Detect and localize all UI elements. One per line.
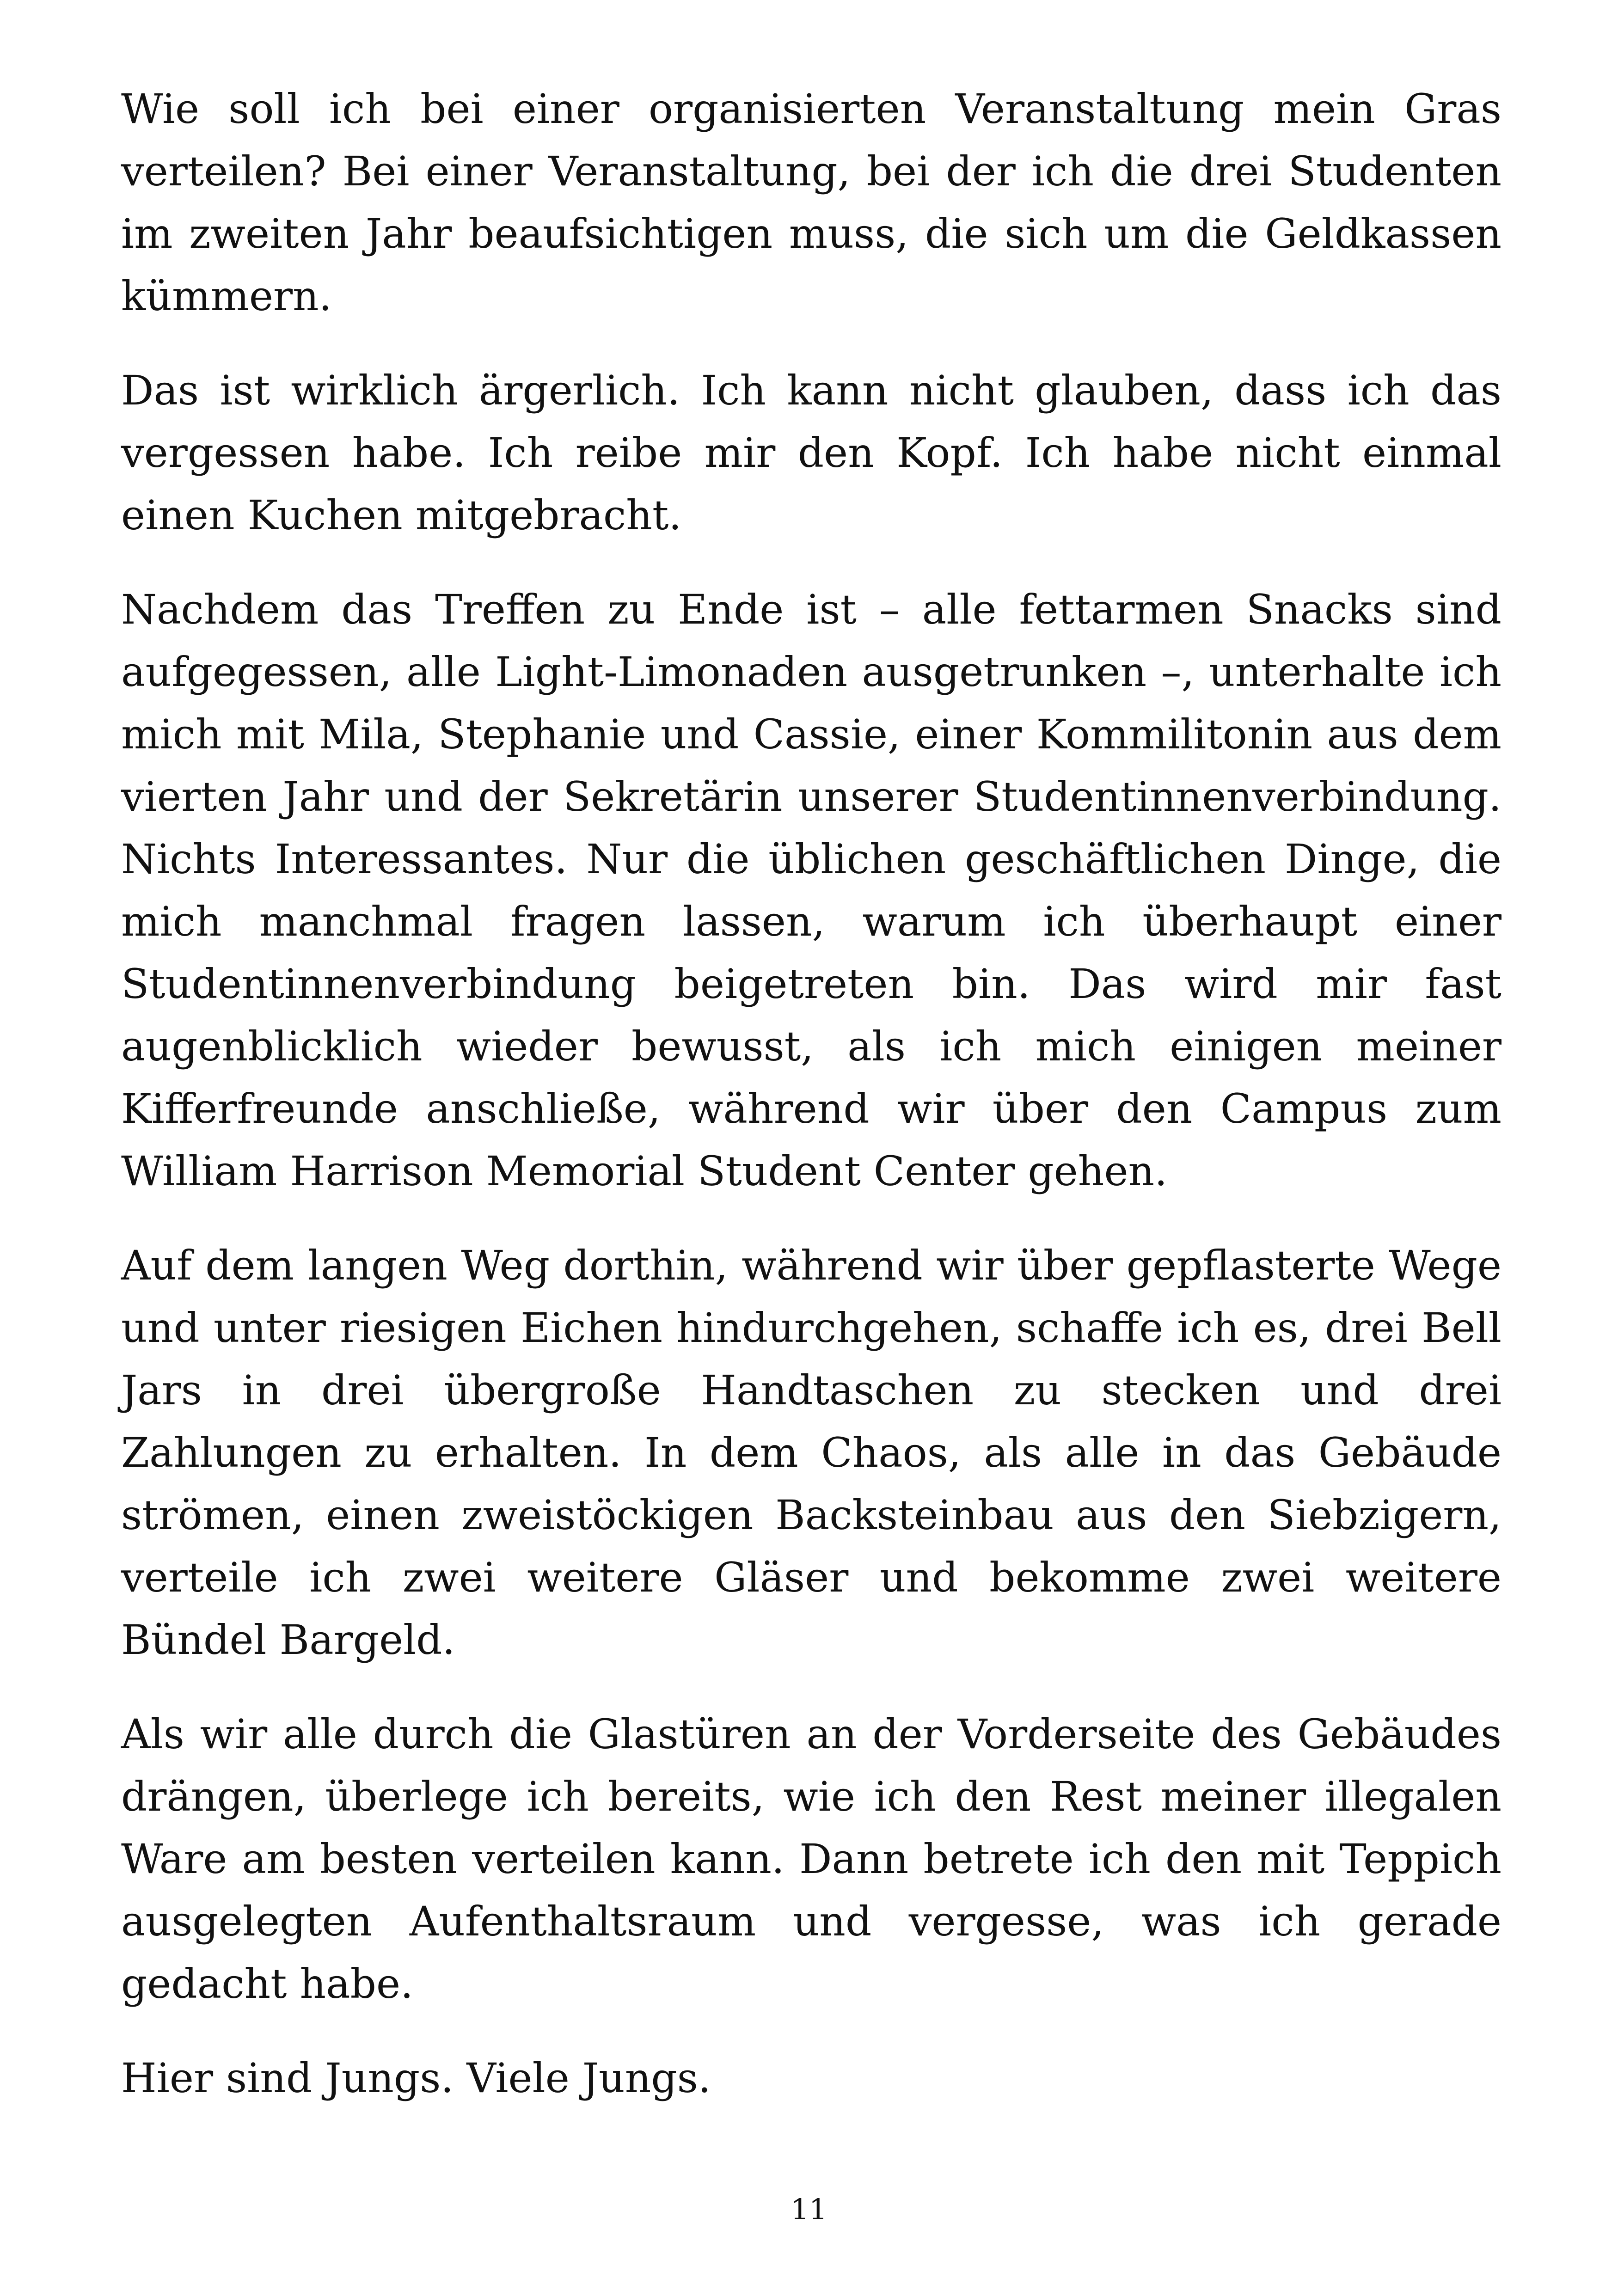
paragraph-1: Wie soll ich bei einer organisierten Veranstaltung mein Gras verteilen? Bei einer Veranstaltung, bei der ich die drei Studenten im zweiten Jahr beaufsichtigen muss, die sich um die Geldkassen kümmern. [121,85,1502,320]
paragraph-6: Hier sind Jungs. Viele Jungs. [121,2054,711,2102]
page-number: 11 [791,2192,827,2226]
paragraph-3: Nachdem das Treffen zu Ende ist – alle fettarmen Snacks sind aufgegessen, alle Light-Limonaden ausgetrunken –, unterhalte ich mich mit Mila, Stephanie und Cassie, einer Kommilitonin aus dem vierten Jahr und der Sekretärin unserer Studentinnenverbindung. Nichts Interessantes. Nur die üblichen geschäftlichen Dinge, die mich manchmal fragen lassen, warum ich überhaupt einer Studentinnenverbindung beigetreten bin. Das wird mir fast augenblicklich wieder bewusst, als ich mich einigen meiner Kifferfreunde anschließe, während wir über den Campus zum William Harrison Memorial Student Center gehen. [121,586,1502,1195]
paragraph-2: Das ist wirklich ärgerlich. Ich kann nicht glauben, dass ich das vergessen habe. Ich reibe mir den Kopf. Ich habe nicht einmal einen Kuchen mitgebracht. [121,367,1502,539]
body-text [121,78,1502,2109]
paragraph-4: Auf dem langen Weg dorthin, während wir über gepflasterte Wege und unter riesigen Eichen hindurchgehen, schaffe ich es, drei Bell Jars in drei übergroße Handtaschen zu stecken und drei Zahlungen zu erhalten. In dem Chaos, als alle in das Gebäude strömen, einen zweistöckigen Backsteinbau aus den Siebzigern, verteile ich zwei weitere Gläser und bekomme zwei weitere Bündel Bargeld. [121,1242,1502,1664]
paragraph-5: Als wir alle durch die Glastüren an der Vorderseite des Gebäudes drängen, überlege ich bereits, wie ich den Rest meiner illegalen Ware am besten verteilen kann. Dann betrete ich den mit Teppich ausgelegten Aufenthaltsraum und vergesse, was ich gerade gedacht habe. [121,1710,1502,2008]
